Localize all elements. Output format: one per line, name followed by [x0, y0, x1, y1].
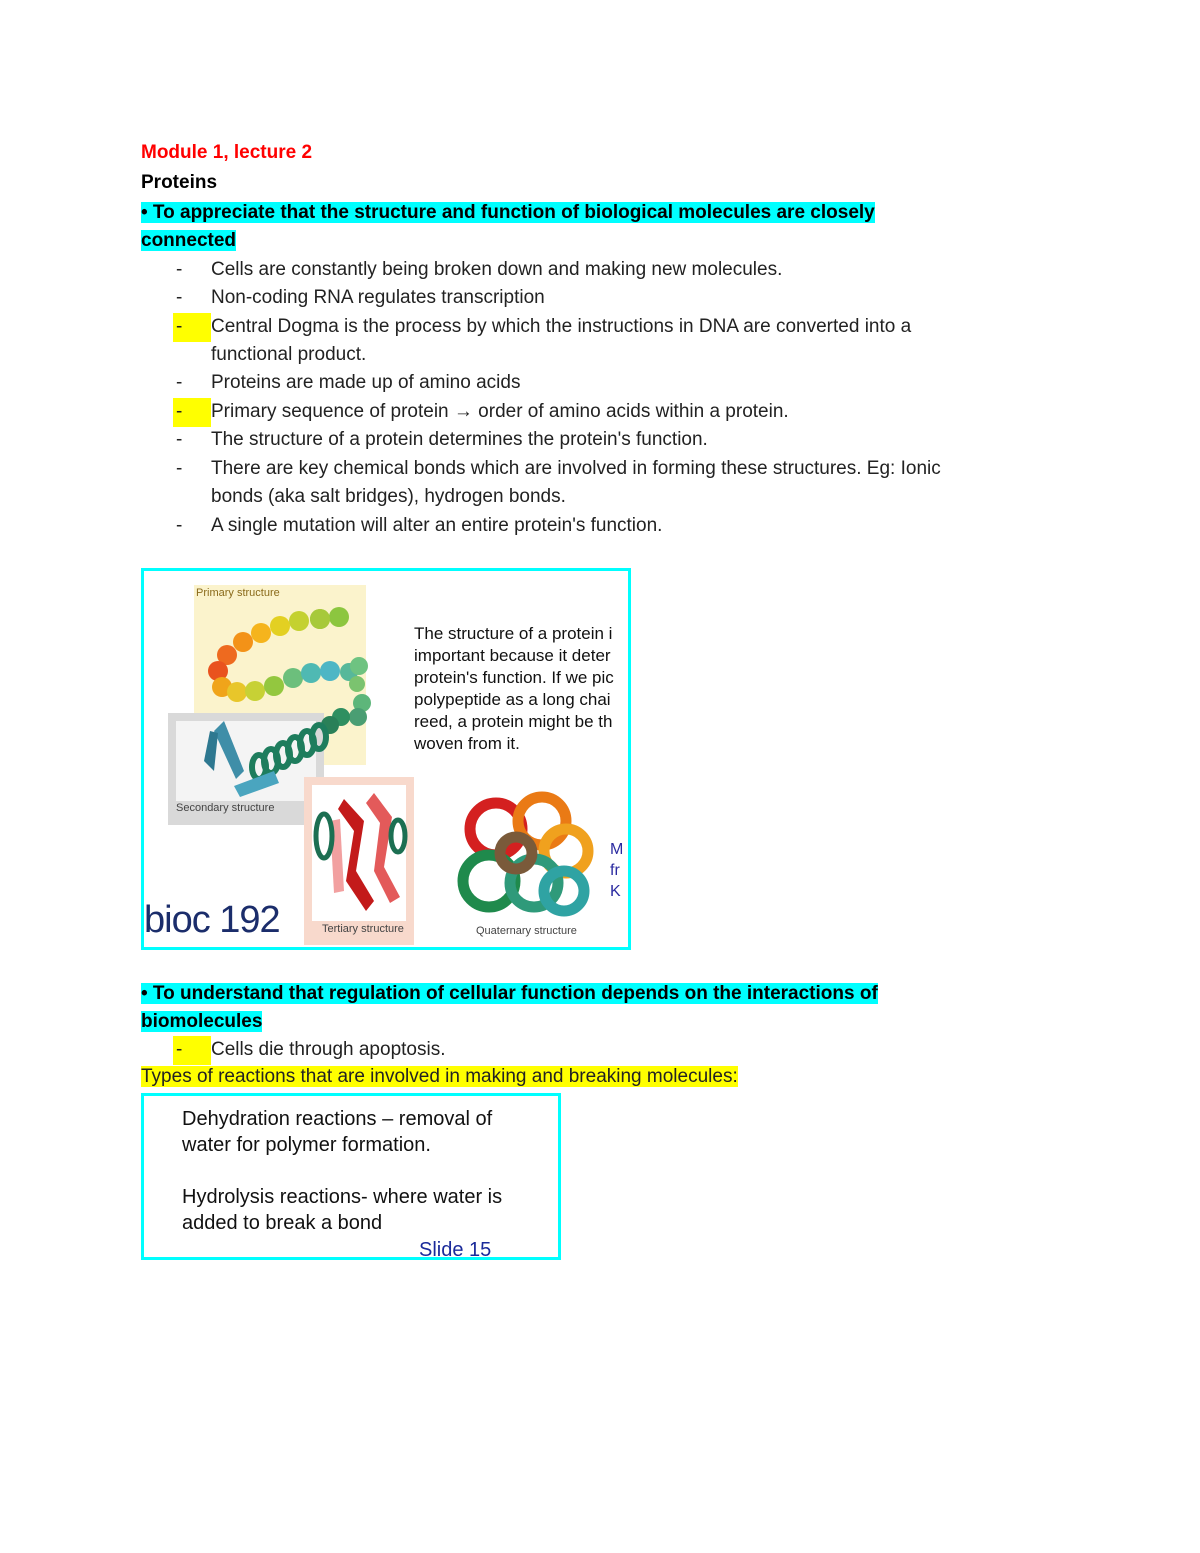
bullet-dash: -: [176, 515, 183, 536]
bullet-dash: -: [176, 287, 183, 308]
list-item-text: Non-coding RNA regulates transcription: [211, 287, 545, 308]
bullet-dash-highlighted: -: [173, 313, 211, 342]
objective-2: [141, 980, 878, 1036]
objective-2-line-2: biomolecules: [141, 1011, 263, 1032]
list-item-text: A single mutation will alter an entire protein's function.: [211, 515, 663, 536]
bioc-logo: bioc 192: [144, 899, 280, 941]
list-item-text: Proteins are made up of amino acids: [211, 372, 521, 393]
dehydration-text: Dehydration reactions – removal of water for polymer formation.: [182, 1108, 493, 1156]
list-item-text: Primary sequence of protein → order of amino acids within a protein.: [211, 401, 789, 422]
bullet-dash-highlighted: -: [173, 1036, 211, 1065]
objective-2-line-1: • To understand that regulation of cellular function depends on the interactions of: [141, 983, 878, 1004]
bullet-dash: -: [176, 372, 183, 393]
list-item-text: There are key chemical bonds which are involved in forming these structures. Eg: Ionic: [211, 458, 941, 479]
list-item-text: Central Dogma is the process by which the instructions in DNA are converted into a: [211, 316, 912, 337]
bullet-dash: -: [176, 458, 183, 479]
figure-side-text: M fr K: [610, 841, 624, 900]
protein-structure-figure: [141, 568, 631, 950]
quaternary-structure-label: Quaternary structure: [476, 925, 577, 937]
reactions-heading: Types of reactions that are involved in making and breaking molecules:: [141, 1066, 738, 1087]
page-title: Module 1, lecture 2: [141, 142, 313, 163]
section-heading: Proteins: [141, 172, 218, 193]
figure-caption-text: The structure of a protein i important because it deter protein's function. If we pic polypeptide as a long chai reed, a protein might be th woven from it.: [414, 624, 614, 753]
primary-structure-label: Primary structure: [196, 587, 280, 599]
bullet-dash: -: [176, 429, 183, 450]
bullet-dash: -: [176, 259, 183, 280]
secondary-structure-label: Secondary structure: [176, 802, 275, 814]
quaternary-structure-blob: [463, 797, 588, 911]
list-item-text: Cells die through apoptosis.: [211, 1039, 446, 1060]
reactions-slide: [141, 1093, 561, 1260]
bullet-dash-highlighted: -: [173, 398, 211, 427]
list-item-text: The structure of a protein determines the protein's function.: [211, 429, 708, 450]
slide-number: Slide 15: [419, 1239, 492, 1260]
hydrolysis-text: Hydrolysis reactions- where water is added to break a bond: [182, 1186, 503, 1234]
objective-1: [141, 199, 875, 255]
list-item-text-continued: functional product.: [211, 344, 367, 365]
objective-1-line-2: connected: [141, 230, 237, 251]
tertiary-structure-label: Tertiary structure: [322, 923, 404, 935]
list-item-text: Cells are constantly being broken down and making new molecules.: [211, 259, 783, 280]
objective-1-line-1: • To appreciate that the structure and function of biological molecules are closely: [141, 202, 875, 223]
list-item-text-continued: bonds (aka salt bridges), hydrogen bonds.: [211, 486, 566, 507]
